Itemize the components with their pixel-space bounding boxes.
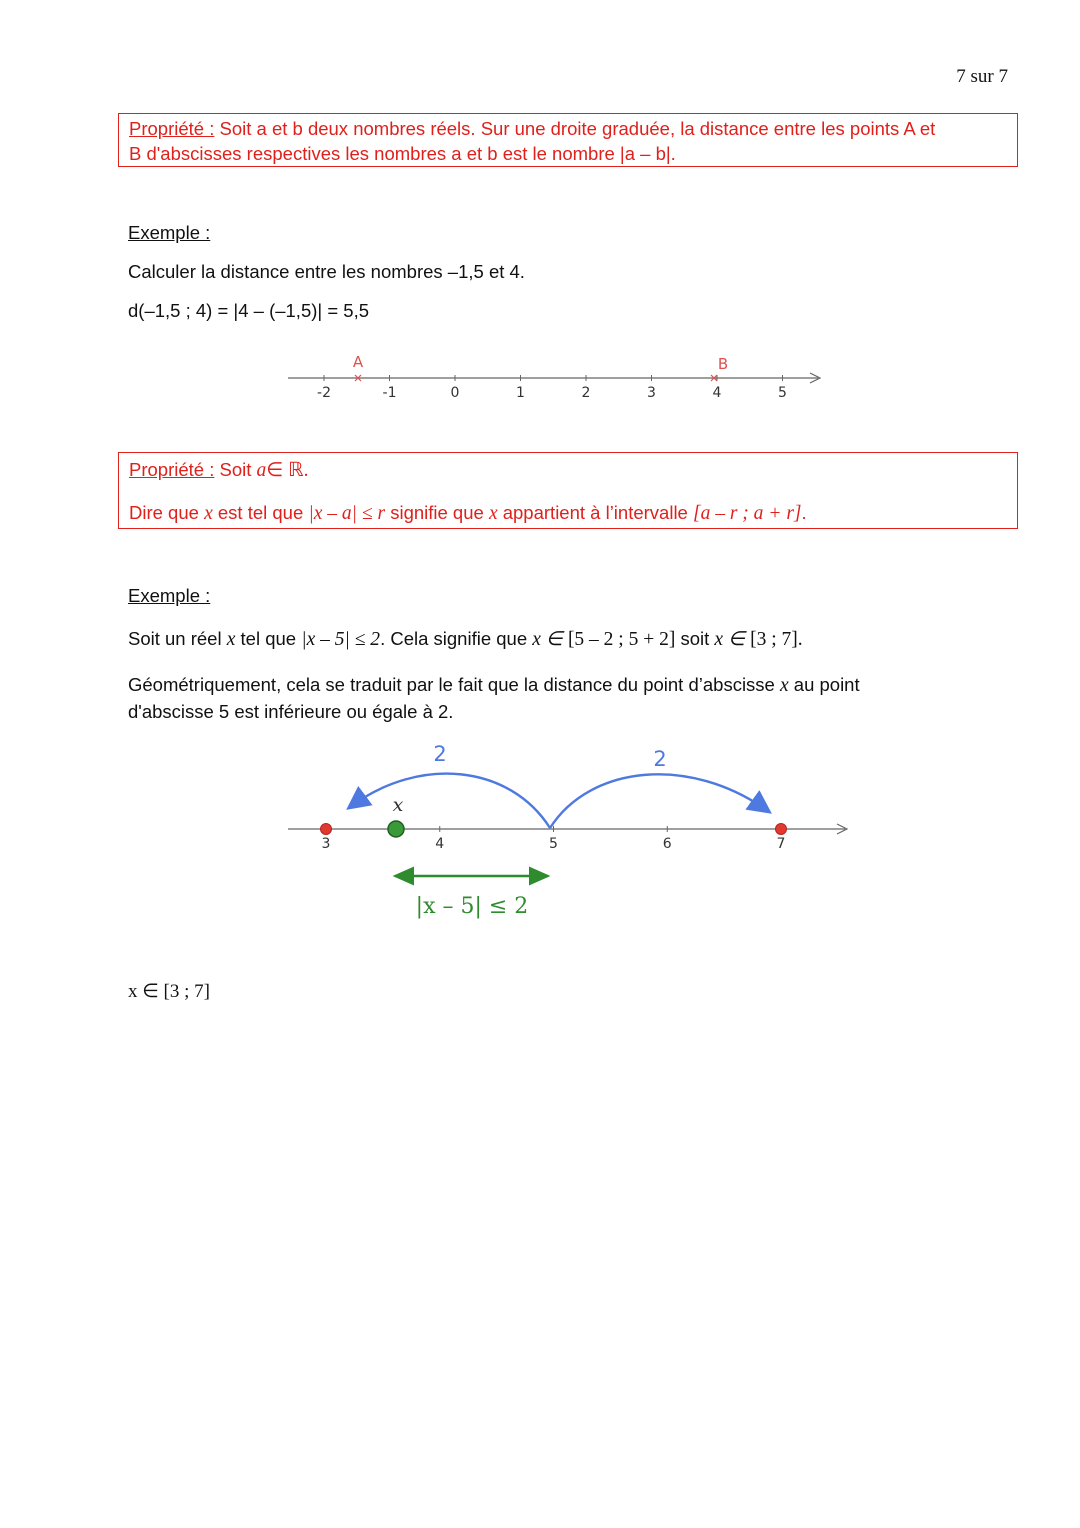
- tick-label: 0: [450, 385, 460, 401]
- example2-geo-text-b: au point: [793, 674, 860, 695]
- property1-label: Propriété :: [129, 118, 215, 139]
- tick-label: -1: [382, 385, 397, 401]
- example2-geo-line1: [128, 674, 860, 697]
- arc-right-label: 2: [653, 747, 667, 771]
- arc-left-label: 2: [433, 742, 447, 766]
- property2-soit: Soit: [219, 459, 252, 480]
- point-a: [353, 353, 364, 381]
- example1-line1: Calculer la distance entre les nombres –1,5 et 4.: [128, 261, 525, 282]
- example2-line1: [128, 627, 803, 651]
- example2-interval2: [3 ; 7].: [750, 629, 803, 650]
- property2-in-r: ∈ ℝ.: [266, 460, 309, 481]
- tick-label: 5: [778, 385, 787, 401]
- example2-x-in: x ∈: [532, 629, 563, 650]
- arc-left: [350, 774, 550, 828]
- tick-label: 3: [647, 385, 656, 401]
- tick-label: 7: [776, 836, 786, 852]
- number-line-interval: [280, 735, 860, 925]
- arc-right: [550, 774, 768, 828]
- property2-line1: [129, 459, 1007, 482]
- property2-label: Propriété :: [129, 459, 215, 480]
- property-box-interval: [118, 452, 1018, 529]
- property2-var-a: a: [256, 460, 267, 481]
- example2-inequality: |x – 5| ≤ 2: [301, 629, 381, 650]
- property2-interval: [a – r ; a + r]: [692, 503, 802, 524]
- tick-label: 6: [662, 836, 672, 852]
- example2-x-in-2: x ∈: [714, 629, 745, 650]
- property-box-distance: [118, 113, 1018, 167]
- example1-line2: d(–1,5 ; 4) = |4 – (–1,5)| = 5,5: [128, 300, 370, 321]
- property2-dire-que: Dire que: [129, 502, 199, 523]
- example2-soit: soit: [680, 628, 710, 649]
- property2-est-tel-que: est tel que: [217, 502, 304, 523]
- property2-var-x-2: x: [488, 503, 498, 524]
- point-b-label: B: [717, 355, 729, 373]
- example2-var-x: x: [226, 629, 236, 650]
- tick-label: 2: [581, 385, 591, 401]
- property2-line2: [129, 502, 1007, 525]
- tick-label: 4: [712, 385, 722, 401]
- property2-period: .: [801, 502, 807, 523]
- property1-text1: Soit a et b deux nombres réels. Sur une droite graduée, la distance entre les points A et: [219, 118, 936, 139]
- example2-label: Exemple :: [128, 585, 211, 606]
- example2-soit-un-reel: Soit un réel: [128, 628, 222, 649]
- tick-label: 4: [435, 836, 445, 852]
- example2-cela-signifie: . Cela signifie que: [380, 628, 528, 649]
- point-a-label: A: [352, 353, 364, 371]
- tick-label: 5: [549, 836, 558, 852]
- example2-geo-text-a: Géométriquement, cela se traduit par le fait que la distance du point d’abscisse: [128, 674, 775, 695]
- green-inequality-label: |x – 5| ≤ 2: [415, 894, 529, 919]
- property2-var-x: x: [204, 503, 213, 524]
- property2-appartient: appartient à l’intervalle: [502, 502, 688, 523]
- property2-inequality: |x – a| ≤ r: [308, 503, 386, 524]
- property2-signifie-que: signifie que: [390, 502, 484, 523]
- example2-tel-que: tel que: [240, 628, 297, 649]
- property1-line2: B d'abscisses respectives les nombres a et b est le nombre |a – b|.: [129, 143, 676, 164]
- point-x: [388, 821, 404, 837]
- tick-label: 1: [516, 385, 525, 401]
- page-number: 7 sur 7: [956, 66, 1008, 87]
- point-x-label: x: [392, 794, 404, 816]
- number-line-distance: [280, 345, 840, 410]
- point-b: [711, 355, 728, 381]
- point-3: [321, 824, 332, 835]
- example2-geo-var-x: x: [779, 675, 789, 696]
- tick-label: 3: [321, 836, 331, 852]
- property1-line1: [129, 116, 1007, 141]
- point-7: [776, 824, 787, 835]
- example2-geo-line2: d'abscisse 5 est inférieure ou égale à 2.: [128, 701, 454, 722]
- example2-interval1: [5 – 2 ; 5 + 2]: [567, 629, 676, 650]
- example1-label: Exemple :: [128, 222, 211, 243]
- tick-label: -2: [317, 385, 331, 401]
- conclusion: x ∈ [3 ; 7]: [128, 981, 210, 1002]
